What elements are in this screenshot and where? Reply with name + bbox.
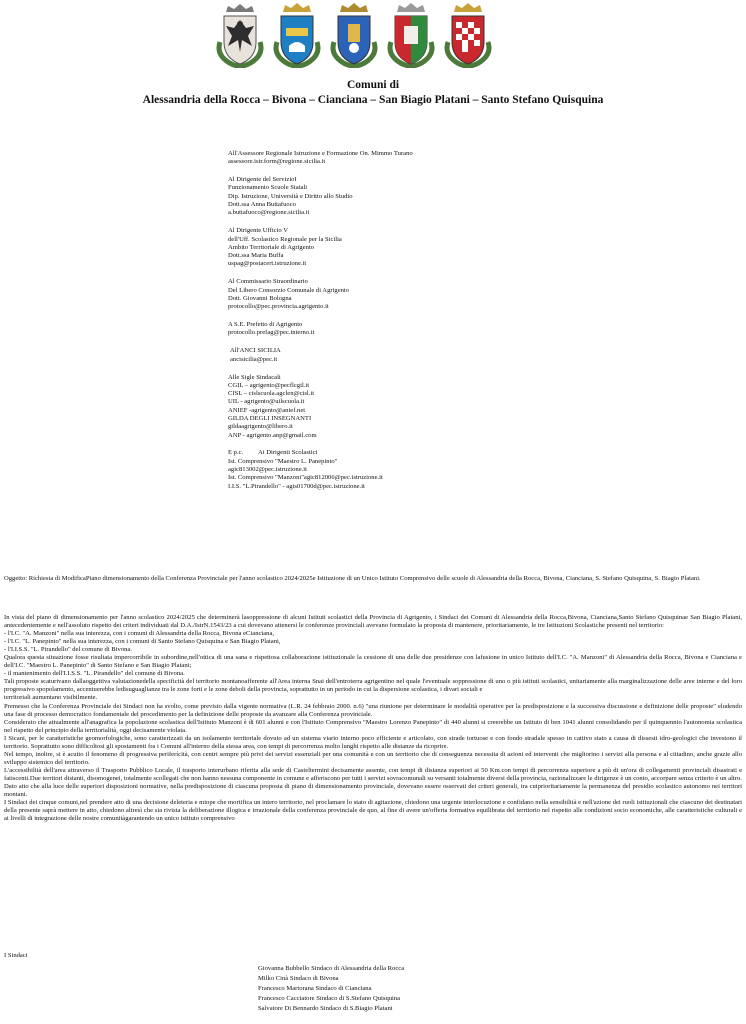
recipient-line: Al Dirigente del ServizioI [228, 176, 297, 184]
body-paragraph: Qualora questa situazione fosse risultata impercorribile in subordine,nell'ottica di una sana e rispettosa collaborazione istituzionale la cessione di una delle due presidenze con lafusione in unico Istituto dell'I.C. "A. Manzoni" di Alessandria della Rocca, Bivona e Cianciana e dell'I.C. "Maestro L. Panepinto" di Santo Stefano e San Biagio Platani; [4, 654, 742, 670]
recipient-block [228, 347, 648, 364]
recipient-email: protocollo.prefag@pec.interno.it [228, 329, 315, 337]
letter-subject: Oggetto: Richiesta di ModificaPiano dimensionamento della Conferenza Provinciale per l'anno scolastico 2024/2025e Istituzione di un Unico Istituto Comprensivo delle scuole di Alessandria della Rocca, Bivona, Cianciana, S. Stefano Quisquina, S. Biagio Platani. [4, 575, 701, 582]
recipient-line: Al Dirigente Ufficio V [228, 227, 289, 235]
body-paragraph: - l'I.I.S.S. "L. Pirandello" del comune di Bivona. [4, 646, 132, 654]
signature-line: Francesco Martorana Sindaco di Cianciana [258, 985, 372, 993]
san-biagio-platani-crest-icon [385, 2, 437, 68]
cc-heading: Ai Dirigenti Scolastici [258, 449, 318, 457]
recipient-block-unions [228, 374, 648, 440]
signature-line: Giovanna Bubbello Sindaco di Alessandria della Rocca [258, 965, 405, 972]
recipient-line: dell'Uff. Scolastico Regionale per la Sicilia [228, 235, 342, 243]
cc-line: agic813002@pec.istruzione.it [228, 466, 307, 474]
recipient-line: Funzionamento Scuole Statali [228, 184, 308, 192]
recipient-line: Ambito Territoriale di Agrigento [228, 243, 315, 251]
body-paragraph: - l'I.C. "A. Manzoni" nella sua interezza, con i comuni di Alessandria della Rocca, Bivona eCianciana, [4, 630, 275, 638]
recipient-email: uspag@postacert.istruzione.it [228, 260, 307, 268]
recipient-email: assessore.istr.form@regione.sicilia.it [228, 158, 326, 166]
body-paragraph: L'accessibilità dell'area attraverso il Trasporto Pubblico Locale, il trasporto interurbano riferita alla sede di Casteltermini decisamente assente, con tempi di distanza superiori ai 50 Km.con tempi di percorrenza superiore a più di un'ora di collegamenti provinciali disastrati e fatiscenti.Due territori distanti, disomogenei, totalmente scollegati che non hanno nessuna componente in comune e afferiscono per tutti i servizi sovracomunali su versanti totalmente diversi della provincia, razionalizzare le dirigenze è un conto, accorpare senza criterio è un altro. [4, 766, 742, 782]
recipient-email: ancisicilia@pec.it [230, 355, 278, 363]
recipient-block [228, 227, 648, 268]
body-paragraph: Nel tempo, inoltre, si è acuito il fenomeno di progressiva periferícità, con centri sempre più privi dei servizi essenziali per una comunità e con un territorio che di conseguenza necessita di azioni ed interventi che migliorino i servizi alla persona e al cittadino, anche grazie allo sviluppo sistemico del territorio. [4, 750, 742, 766]
signature-line: Milko Cinà Sindaco di Bivona [258, 975, 339, 983]
recipient-block [228, 278, 648, 311]
letter-body [4, 614, 742, 823]
body-paragraph: Premesso che la Conferenza Provinciale dei Sindaci non ha svolto, come previsto dalla vigente normativa (L.R. 24 febbraio 2000. n.6) "una riunione per determinare le modalità operative per la predisposizione e la successiva discussione e definizione delle proposte" eludendo una fase di processo democratico fondamentale del procedimento per la definizione delle proposte da avanzare alla Conferenza provinciale. [4, 702, 742, 718]
body-paragraph: Dato atto che alla luce delle superiori disposizioni normative, nella predisposizione di ciascuna proposta di piano di dimensionamento provinciale, dovevano essere osservati dei criteri generali, tra cuiprioritariamente la permanenza del presidio scolastico autonomo nei territori montani. [4, 782, 742, 799]
recipient-line: gildaagrigento@libero.it [228, 423, 293, 431]
body-paragraph: I Sindaci dei cinque comuni,nel prendere atto di una decisione deleteria e miope che mortifica un intero territorio, nel proclamare lo stato di agitazione, chiedono una urgente interlocuzione e confidano nella sensibilità e nell'azione dei ruoli istituzionali che ciascuno dei destinatari della presente saprà mettere in atto, chiedono altresì che sia rivista la deliberazione illogica e irrazionale della conferenza provinciale de quo, al fine di avere un'offerta formativa equilibrata del territorio nel rispetto alle condizioni socio economiche, alle caratteristiche culturali e ai livelli di integrazione delle nostre comunitàgarantendo un unico istituto comprensivo [4, 799, 742, 823]
recipient-line: CISL – cislscuola.agcl​en@cisl.it [228, 390, 315, 398]
title-line-2: Alessandria della Rocca – Bivona – Cianciana – San Biagio Platani – Santo Stefano Quisquina [142, 94, 604, 106]
title-line-1: Comuni di [346, 79, 400, 91]
recipient-line: UIL - agrigento@uilscuola.it [228, 398, 305, 406]
signature-line: Francesco Cacciatore Sindaco di S.Stefano Quisquina [258, 995, 401, 1003]
cc-heading-row [228, 449, 648, 457]
recipient-block [228, 321, 648, 338]
body-paragraph: Considerato che attualmente all'anagrafica la popolazione scolastica dell'Istituto Manzoni è di 601 alunni e con l'Istituto Comprensivo "Maestro Lorenzo Panepinto" di 440 alunni si creerebbe un Istituto di ben 1041 alunni consolidando per il quinquennio l'autonomia scolastica nel rispetto del principio della territorialità, oggi decisamente violata. [4, 718, 742, 734]
recipient-line: GILDA DEGLI INSEGNANTI [228, 414, 312, 422]
recipient-line: A S.E. Prefetto di Agrigento [228, 321, 303, 329]
body-paragraph: - il mantenimento dell'I.I.S.S. "L. Pirandello" del comune di Bivona. [4, 670, 185, 678]
recipient-line: ANIEF -agrigento@anief.net [228, 406, 306, 414]
recipient-line: Alle Sigle Sindacali [228, 373, 281, 381]
recipient-line: ANP - agrigento.anp@gmail.com [228, 431, 317, 439]
recipient-line: Dott.ssa Anna Buttafuoco [228, 201, 296, 209]
recipient-block [228, 176, 648, 217]
cc-line: I.I.S. "L.Pirandello" - agis01700d@pec.istruzione.it [228, 482, 365, 490]
alessandria-della-rocca-crest-icon [214, 2, 266, 68]
body-paragraph: Tali proposte scaturivano dallaoggettiva valutazionedella specificità del territorio montanoafferente all'Area interna Snai dell'entroterra agrigentino nel quale l'eventuale soppressione di uno o più istituti scolastici, unitariamente alla marginalizzazione delle aree interne e del loro progressivo spopolamento, accentuerebbe ledisuguaglianze tra le zone forti e le zone deboli della provincia, soprattutto in un periodo in cui la dispersione scolastica, i divari sociali e [4, 678, 742, 694]
recipient-line: All'ANCI SICILIA [230, 347, 281, 355]
body-paragraph: territoriali aumentano visibilmente. [4, 694, 98, 702]
body-paragraph: I Sicani, per le caratteristiche geomorfologiche, sono caratterizzati da un isolamento territoriale dovuto ad un sistema viario interno poco efficiente e articolato, con strade tortuose e con fondo stradale spesso in cattivo stato a causa di dissesti idro-geologici che investono il territorio. Soprattutto sono difficoltosi gli spostamenti fra i Comuni all'interno della stessa area, con tempi di percorrenza molto lunghi rispetto alle distanze da ricoprire. [4, 734, 742, 750]
cc-block [228, 449, 648, 490]
recipient-line: Dott. Giovanni Bologna [228, 294, 292, 302]
letterhead-title [0, 78, 746, 108]
municipal-crests [214, 2, 494, 68]
signature-line: Salvatore Di Bennardo Sindaco di S.Biagio Platani [258, 1005, 393, 1013]
body-paragraph: In vista del piano di dimensionamento per l'anno scolastico 2024/2025 che determinerà lasoppressione di alcuni Istituti scolastici della Provincia di Agrigento, i Sindaci dei Comuni di Alessandria della Rocca,Bivona, Cianciana,Santo Stefano Quisquinae San Biagio Platani, antecedentemente e nell'assoluto rispetto dei criteri individuati dal D.A./IstrN.1543/23 a cui dovevano attenersi le conferenze provinciali avevano formulato la proposta di mantenere, prioritariamente, le tre Istituzioni Scolastiche presenti nel territorio: [4, 614, 742, 630]
cc-line: Ist. Comprensivo "Manzoni"agic812006@pec.istruzione.it [228, 474, 383, 482]
recipient-email: a.buttafuoco@regione.sicilia.it [228, 209, 310, 217]
recipient-line: Dott.ssa Maria Buffa [228, 252, 284, 260]
bivona-crest-icon [271, 2, 323, 68]
recipient-block [228, 150, 648, 167]
recipient-line: CGIL – agrigento@pecflcgil.it [228, 381, 310, 389]
signature-list [258, 964, 404, 1014]
recipient-line: Del Libero Consorzio Comunale di Agrigento [228, 286, 350, 294]
cc-label: E p.c. [228, 449, 244, 457]
recipient-line: Al Commissario Straordinario [228, 278, 308, 286]
closing-label: I Sindaci [4, 952, 28, 959]
cc-line: Ist. Comprensivo "Maestro L. Panepinto" [228, 457, 338, 465]
cianciana-crest-icon [328, 2, 380, 68]
santo-stefano-quisquina-crest-icon [442, 2, 494, 68]
recipients-list [228, 150, 648, 501]
body-paragraph: - l'I.C. "L. Panepinto" nella sua interezza, con i comuni di Santo Stefano Quisquina e San Biagio Platani, [4, 638, 281, 646]
recipient-email: protocollo@pec.provincia.agrigento.it [228, 303, 329, 311]
recipient-line: All'Assessore Regionale Istruzione e Formazione On. Mimmo Turano [228, 150, 413, 157]
recipient-line: Dip. Istruzione, Università e Diritto allo Studio [228, 192, 353, 200]
